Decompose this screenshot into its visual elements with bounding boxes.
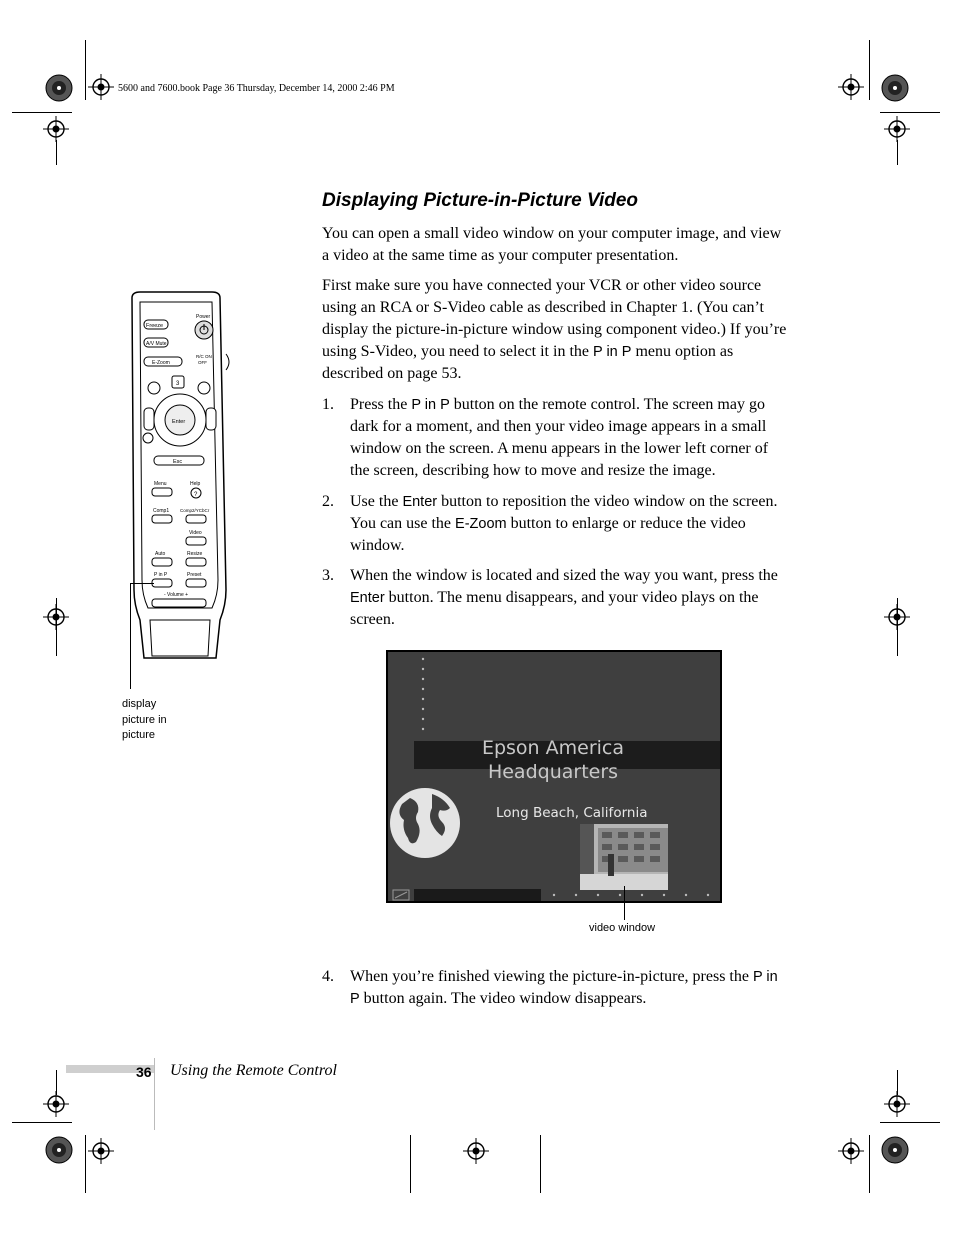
step-number: 2. [322, 493, 334, 510]
step-text-part: Use the [350, 493, 403, 510]
step-text-part: button to enlarge or reduce the video window. [350, 515, 746, 554]
registration-mark-icon [838, 1138, 864, 1164]
prereq-text-1: First make sure you have connected your VCR or other video source using an RCA or S-Video cable as described in Chapter 1. (You can’t display the picture-in-picture window using component video.) If you’re using S-Video, you need to select it in the [322, 277, 787, 360]
step-text-part: When you’re finished viewing the picture-in-picture, press the [350, 968, 753, 985]
registration-mark-icon [884, 1091, 910, 1117]
menu-icon [392, 889, 410, 901]
step-item [322, 394, 787, 482]
remote-label-preset: Preset [187, 572, 202, 578]
remote-label-resize: Resize [187, 551, 203, 557]
registration-mark-icon [43, 604, 69, 630]
color-target-icon [881, 1136, 909, 1164]
step-text-part: button to reposition the video window on the screen. You can use the [350, 493, 778, 532]
ui-term: P in P [350, 969, 778, 1007]
remote-label-esc: Esc [173, 459, 183, 465]
screen-title [478, 736, 628, 784]
registration-mark-icon [88, 1138, 114, 1164]
remote-label-freeze: Freeze [146, 323, 164, 329]
step-item [322, 565, 787, 631]
dotted-line [546, 892, 722, 898]
dotted-line [420, 656, 426, 740]
prereq-paragraph [322, 275, 787, 385]
video-window[interactable] [580, 824, 668, 890]
remote-label-auto: Auto [155, 551, 166, 557]
remote-label-av-mute: A/V Mute [146, 341, 167, 347]
remote-label-three: 3 [176, 381, 180, 387]
registration-mark-icon [838, 74, 864, 100]
registration-mark-icon [463, 1138, 489, 1164]
step-text [350, 491, 787, 557]
ui-term: P in P [411, 397, 450, 413]
registration-mark-icon [884, 116, 910, 142]
step-text [350, 565, 787, 631]
globe-icon [388, 786, 462, 860]
registration-mark-icon [88, 74, 114, 100]
registration-mark-icon [43, 1091, 69, 1117]
remote-label-help-glyph: ? [194, 492, 198, 498]
menu-bar [414, 889, 541, 901]
section-title: Displaying Picture-in-Picture Video [322, 190, 639, 211]
video-window-caption: video window [589, 922, 656, 934]
page-number: 36 [136, 1064, 152, 1080]
step-number: 4. [322, 968, 334, 985]
remote-label-ezoom: E-Zoom [152, 360, 170, 366]
registration-mark-icon [43, 116, 69, 142]
remote-label-comp1: Comp1 [153, 508, 170, 514]
step-item [322, 966, 787, 1010]
remote-label-enter: Enter [172, 419, 186, 425]
step-text-part: button. The menu disappears, and your video plays on the screen. [350, 589, 759, 628]
step-item [322, 491, 787, 557]
step-text [350, 394, 787, 482]
ui-term: Enter [402, 494, 438, 510]
step-text-part: Press the [350, 396, 412, 413]
ui-term: E-Zoom [455, 516, 507, 532]
remote-control-illustration [120, 290, 240, 662]
step-text-part: button on the remote control. The screen may go dark for a moment, and then your video image appears in a small window on the screen. A menu appears in the lower left corner of the screen, describing how to move and resize the image. [350, 396, 769, 479]
remote-label-pinp: P in P [154, 572, 168, 578]
remote-label-video: Video [189, 530, 202, 536]
remote-label-comp2: Comp2/YCbCr [180, 508, 210, 513]
remote-label-help: Help [190, 481, 201, 487]
remote-caption: display picture in picture [122, 698, 167, 741]
caption-leader-line [130, 583, 154, 584]
caption-leader-line [130, 583, 131, 689]
step-text-part: button again. The video window disappears. [359, 990, 647, 1007]
color-target-icon [45, 1136, 73, 1164]
step-text-part: When the window is located and sized the way you want, press the [350, 567, 778, 584]
color-target-icon [45, 74, 73, 102]
header-note: 5600 and 7600.book Page 36 Thursday, December 14, 2000 2:46 PM [118, 83, 395, 94]
prereq-text-2: menu option as described on page 53. [322, 343, 734, 382]
step-text [350, 966, 787, 1010]
remote-label-menu: Menu [154, 481, 167, 487]
footer-divider [154, 1058, 155, 1130]
remote-label-rc-on-off: R/C ON OFF [196, 354, 212, 365]
remote-label-power: Power [196, 314, 211, 320]
screen-title-line2: Headquarters [487, 761, 619, 783]
remote-btn-pinp [152, 579, 172, 587]
footer-chapter-title: Using the Remote Control [170, 1062, 337, 1079]
ui-term: P in P [593, 344, 632, 360]
remote-label-volume: - Volume + [164, 592, 189, 598]
video-caption-leader [624, 886, 625, 920]
screen-title-line1: Epson America [481, 737, 625, 759]
intro-paragraph: You can open a small video window on your computer image, and view a video at the same time as your computer presentation. [322, 225, 782, 264]
step-number: 3. [322, 567, 334, 584]
color-target-icon [881, 74, 909, 102]
presentation-screen [386, 650, 722, 903]
screen-subtitle: Long Beach, California [496, 805, 648, 821]
registration-mark-icon [884, 604, 910, 630]
ui-term: Enter [350, 590, 385, 606]
step-number: 1. [322, 396, 334, 413]
